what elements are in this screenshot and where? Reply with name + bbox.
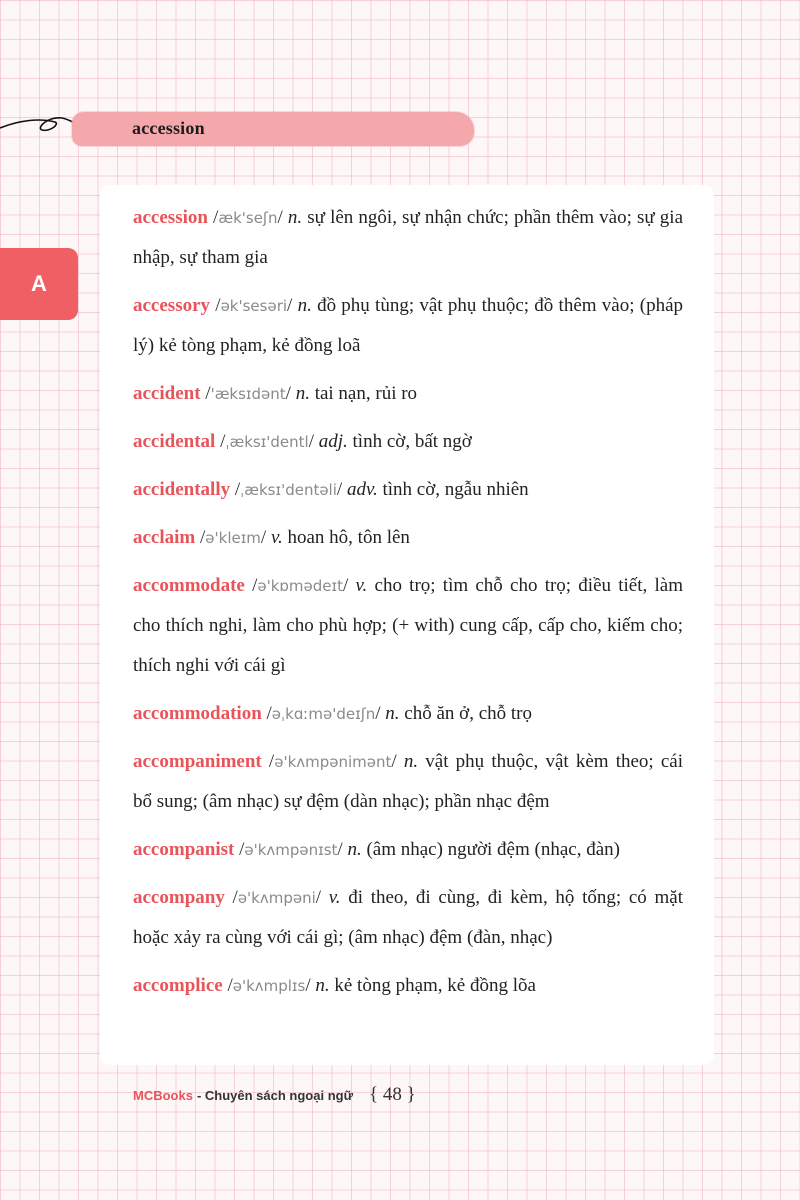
- entry-headword: accompaniment: [133, 751, 262, 772]
- entry-pronunciation: 'æksɪdənt: [210, 385, 286, 403]
- dictionary-entry: accession /æk'seʃn/ n. sự lên ngôi, sự nhận chức; phần thêm vào; sự gia nhập, sự tham gia: [133, 207, 684, 268]
- entry-pronunciation: ə'kʌmpənɪst: [244, 841, 338, 859]
- entry-definition: tình cờ, ngẫu nhiên: [382, 479, 529, 500]
- entry-part-of-speech: v.: [355, 575, 368, 596]
- entry-definition: cho trọ; tìm chỗ cho trọ; điều tiết, làm cho thích nghi, làm cho phù hợp; (+ with) cung cấp, cấp cho, kiếm cho; thích nghi với cái gì: [133, 575, 683, 676]
- dictionary-entry: accidental /ˌæksɪ'dentl/ adj. tình cờ, bất ngờ: [133, 431, 472, 452]
- page-number: { 48 }: [369, 1084, 416, 1105]
- entry-part-of-speech: v.: [270, 527, 283, 548]
- dictionary-entry: accessory /ək'sesəri/ n. đồ phụ tùng; vật phụ thuộc; đồ thêm vào; (pháp lý) kẻ tòng phạm, kẻ đồng loã: [133, 295, 684, 356]
- entry-headword: accomplice: [133, 975, 223, 996]
- entry-pronunciation: ˌæksɪ'dentəli: [240, 481, 337, 499]
- page-footer: [133, 1080, 416, 1110]
- entry-pronunciation: ə'kʌmpənimənt: [274, 753, 392, 771]
- entry-headword: accidental: [133, 431, 216, 452]
- entry-pronunciation: ə'kʌmpəni: [237, 889, 316, 907]
- entry-part-of-speech: adj.: [318, 431, 348, 452]
- dictionary-entry: accidentally /ˌæksɪ'dentəli/ adv. tình cờ, ngẫu nhiên: [133, 479, 529, 500]
- entry-definition: hoan hô, tôn lên: [287, 527, 410, 548]
- entry-part-of-speech: n.: [385, 703, 400, 724]
- entry-definition: chỗ ăn ở, chỗ trọ: [404, 703, 532, 724]
- entry-headword: accident: [133, 383, 201, 404]
- entry-definition: tình cờ, bất ngờ: [352, 431, 472, 452]
- entry-definition: đồ phụ tùng; vật phụ thuộc; đồ thêm vào; (pháp lý) kẻ tòng phạm, kẻ đồng loã: [133, 295, 684, 356]
- banner-title: accession: [132, 118, 205, 138]
- entry-pronunciation: ə'kʌmplɪs: [232, 977, 306, 995]
- entry-part-of-speech: n.: [287, 207, 303, 228]
- entry-pronunciation: ək'sesəri: [220, 297, 288, 315]
- entry-pronunciation: əˌkɑːmə'deɪʃn: [271, 705, 376, 723]
- entry-pronunciation: ˌæksɪ'dentl: [225, 433, 309, 451]
- entry-pronunciation: ə'kɒmədeɪt: [257, 577, 343, 595]
- entry-part-of-speech: n.: [297, 295, 312, 316]
- dictionary-entry: accommodation /əˌkɑːmə'deɪʃn/ n. chỗ ăn ở, chỗ trọ: [133, 703, 532, 724]
- entry-definition: (âm nhạc) người đệm (nhạc, đàn): [366, 839, 620, 860]
- section-letter-tab: A: [0, 248, 78, 320]
- entry-headword: accommodation: [133, 703, 262, 724]
- entry-definition: kẻ tòng phạm, kẻ đồng lõa: [334, 975, 536, 996]
- entry-headword: acclaim: [133, 527, 196, 548]
- dictionary-entries: [133, 198, 683, 1014]
- entry-part-of-speech: adv.: [346, 479, 378, 500]
- dictionary-entry: accompany /ə'kʌmpəni/ v. đi theo, đi cùng, đi kèm, hộ tống; có mặt hoặc xảy ra cùng với cái gì; (âm nhạc) đệm (đàn, nhạc): [133, 887, 683, 948]
- entry-pronunciation: æk'seʃn: [218, 209, 278, 227]
- entry-headword: accompany: [133, 887, 225, 908]
- entry-part-of-speech: n.: [315, 975, 330, 996]
- entry-part-of-speech: n.: [295, 383, 310, 404]
- footer-tagline: - Chuyên sách ngoại ngữ: [196, 1087, 353, 1103]
- entry-part-of-speech: n.: [347, 839, 362, 860]
- entry-definition: sự lên ngôi, sự nhận chức; phần thêm vào; sự gia nhập, sự tham gia: [133, 207, 684, 268]
- footer-brand: MCBooks: [133, 1087, 193, 1103]
- entry-definition: tai nạn, rủi ro: [314, 383, 418, 404]
- entry-headword: accompanist: [133, 839, 235, 860]
- entry-headword: accommodate: [133, 575, 245, 596]
- dictionary-entry: acclaim /ə'kleɪm/ v. hoan hô, tôn lên: [133, 527, 410, 548]
- dictionary-entry: accommodate /ə'kɒmədeɪt/ v. cho trọ; tìm chỗ cho trọ; điều tiết, làm cho thích nghi, làm cho phù hợp; (+ with) cung cấp, cấp cho, kiếm cho; thích nghi với cái gì: [133, 575, 683, 676]
- entry-headword: accidentally: [133, 479, 231, 500]
- entry-definition: vật phụ thuộc, vật kèm theo; cái bổ sung; (âm nhạc) sự đệm (dàn nhạc); phần nhạc đệm: [133, 751, 684, 812]
- entry-headword: accession: [133, 207, 208, 228]
- dictionary-entry: accident /'æksɪdənt/ n. tai nạn, rủi ro: [133, 383, 418, 404]
- entry-definition: đi theo, đi cùng, đi kèm, hộ tống; có mặt hoặc xảy ra cùng với cái gì; (âm nhạc) đệm (đàn, nhạc): [133, 887, 683, 948]
- entry-headword: accessory: [133, 295, 211, 316]
- entry-part-of-speech: n.: [403, 751, 419, 772]
- entry-pronunciation: ə'kleɪm: [205, 529, 261, 547]
- dictionary-entry: accomplice /ə'kʌmplɪs/ n. kẻ tòng phạm, kẻ đồng lõa: [133, 975, 536, 996]
- entry-part-of-speech: v.: [328, 887, 341, 908]
- dictionary-entry: accompanist /ə'kʌmpənɪst/ n. (âm nhạc) người đệm (nhạc, đàn): [133, 839, 620, 860]
- dictionary-entry: accompaniment /ə'kʌmpənimənt/ n. vật phụ thuộc, vật kèm theo; cái bổ sung; (âm nhạc) sự đệm (dàn nhạc); phần nhạc đệm: [133, 751, 684, 812]
